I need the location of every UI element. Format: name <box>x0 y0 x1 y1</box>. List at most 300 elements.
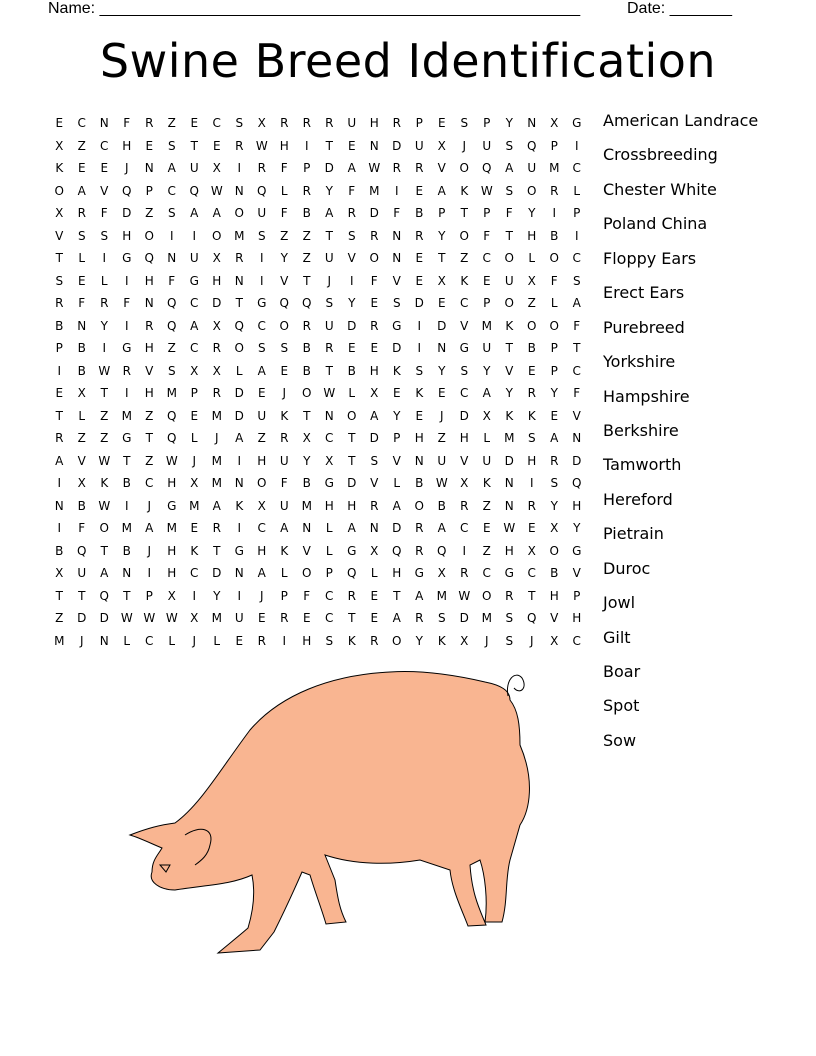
grid-letter: C <box>460 521 469 535</box>
grid-letter: P <box>573 206 581 220</box>
grid-letter: H <box>144 386 154 400</box>
grid-letter: L <box>325 543 333 558</box>
grid-letter: N <box>234 566 244 580</box>
grid-letter: X <box>460 633 469 648</box>
grid-row <box>48 405 588 428</box>
grid-letter: R <box>505 588 514 603</box>
grid-letter: K <box>190 543 199 558</box>
grid-letter: C <box>527 566 536 580</box>
grid-letter: I <box>57 476 62 490</box>
grid-letter: G <box>347 543 357 558</box>
grid-letter: I <box>349 273 354 288</box>
grid-letter: D <box>324 161 334 175</box>
grid-letter: G <box>572 116 582 130</box>
grid-letter: Z <box>145 408 154 423</box>
grid-letter: U <box>482 453 492 468</box>
grid-letter: S <box>505 138 514 153</box>
grid-row <box>48 180 588 203</box>
grid-letter: N <box>302 521 312 535</box>
grid-letter: H <box>144 273 154 288</box>
grid-letter: Y <box>415 633 423 648</box>
grid-letter: U <box>234 611 244 625</box>
grid-letter: Z <box>145 453 154 468</box>
grid-letter: Z <box>167 116 176 130</box>
grid-letter: E <box>527 521 536 535</box>
grid-letter: B <box>550 566 559 580</box>
grid-letter: A <box>325 206 334 220</box>
grid-letter: V <box>100 183 109 198</box>
grid-row <box>48 225 588 248</box>
grid-letter: L <box>123 633 131 648</box>
grid-letter: R <box>460 566 469 580</box>
grid-letter: I <box>124 273 129 288</box>
grid-letter: M <box>166 521 177 535</box>
grid-letter: T <box>505 228 513 243</box>
grid-letter: D <box>99 611 109 625</box>
grid-letter: E <box>437 116 446 130</box>
grid-letter: R <box>325 116 334 130</box>
grid-letter: I <box>237 521 242 535</box>
grid-letter: S <box>325 296 334 310</box>
grid-letter: Q <box>189 183 199 198</box>
grid-letter: B <box>302 341 311 355</box>
grid-letter: Y <box>438 228 446 243</box>
grid-letter: Q <box>257 183 267 198</box>
word-list-item: Berkshire <box>603 420 679 440</box>
word-list-item: Poland China <box>603 214 708 234</box>
grid-letter: B <box>550 228 559 243</box>
grid-letter: A <box>190 318 199 333</box>
grid-letter: R <box>550 453 559 468</box>
grid-letter: X <box>550 633 559 648</box>
grid-letter: A <box>437 183 446 198</box>
grid-letter: S <box>505 183 514 198</box>
grid-row <box>48 157 588 180</box>
grid-letter: R <box>347 588 356 603</box>
grid-letter: K <box>505 318 514 333</box>
grid-letter: V <box>145 363 154 378</box>
word-list-item: Jowl <box>603 593 636 613</box>
grid-letter: H <box>392 566 402 580</box>
grid-letter: I <box>282 633 287 648</box>
grid-letter: Z <box>280 228 289 243</box>
grid-letter: K <box>415 386 424 400</box>
word-list-item: Hampshire <box>603 386 690 406</box>
grid-letter: E <box>280 363 289 378</box>
grid-letter: E <box>437 386 446 400</box>
grid-row <box>48 630 588 653</box>
grid-letter: A <box>55 453 64 468</box>
grid-letter: B <box>437 498 446 513</box>
grid-letter: J <box>282 386 287 400</box>
grid-letter: O <box>527 183 537 198</box>
grid-row <box>48 270 588 293</box>
grid-row <box>48 427 588 450</box>
grid-letter: D <box>234 408 244 423</box>
grid-letter: N <box>77 318 87 333</box>
grid-letter: M <box>481 318 492 333</box>
grid-letter: X <box>550 116 559 130</box>
grid-letter: C <box>145 476 154 490</box>
grid-letter: O <box>414 498 424 513</box>
grid-letter: G <box>572 543 582 558</box>
grid-letter: Q <box>144 251 154 265</box>
grid-letter: E <box>190 116 199 130</box>
grid-letter: H <box>257 543 267 558</box>
grid-letter: Q <box>122 183 132 198</box>
grid-letter: U <box>527 161 537 175</box>
grid-letter: T <box>573 341 581 355</box>
grid-letter: X <box>302 431 311 445</box>
grid-letter: V <box>550 611 559 625</box>
grid-letter: H <box>369 363 379 378</box>
grid-letter: B <box>415 476 424 490</box>
grid-letter: S <box>505 633 514 648</box>
grid-letter: D <box>392 138 402 153</box>
grid-letter: F <box>550 273 558 288</box>
grid-letter: Z <box>302 251 311 265</box>
grid-letter: T <box>505 341 513 355</box>
grid-row <box>48 495 588 518</box>
grid-letter: T <box>325 138 333 153</box>
word-list-item: Yorkshire <box>603 352 676 372</box>
grid-letter: K <box>235 498 244 513</box>
grid-letter: H <box>144 341 154 355</box>
grid-letter: Q <box>392 543 402 558</box>
grid-letter: R <box>212 341 221 355</box>
grid-letter: V <box>460 318 469 333</box>
grid-letter: P <box>303 161 311 175</box>
grid-letter: U <box>324 251 334 265</box>
grid-letter: X <box>325 453 334 468</box>
grid-letter: C <box>100 138 109 153</box>
grid-letter: M <box>504 431 515 445</box>
grid-letter: O <box>234 341 244 355</box>
grid-letter: R <box>122 363 131 378</box>
grid-letter: S <box>370 453 379 468</box>
grid-letter: O <box>234 206 244 220</box>
grid-letter: W <box>165 611 178 625</box>
grid-letter: S <box>505 611 514 625</box>
grid-letter: T <box>325 363 333 378</box>
grid-letter: A <box>550 431 559 445</box>
grid-letter: G <box>122 251 132 265</box>
grid-letter: H <box>279 138 289 153</box>
grid-letter: S <box>550 476 559 490</box>
grid-letter: L <box>168 633 176 648</box>
grid-letter: C <box>257 318 266 333</box>
grid-letter: A <box>167 161 176 175</box>
grid-letter: D <box>77 611 87 625</box>
grid-letter: N <box>369 138 379 153</box>
grid-letter: T <box>100 386 108 400</box>
grid-letter: L <box>280 183 288 198</box>
grid-letter: R <box>302 318 311 333</box>
grid-letter: S <box>572 273 581 288</box>
grid-letter: D <box>392 521 402 535</box>
grid-letter: N <box>572 431 582 445</box>
grid-letter: E <box>145 138 154 153</box>
grid-letter: Y <box>303 453 311 468</box>
grid-letter: O <box>257 476 267 490</box>
grid-letter: E <box>55 116 64 130</box>
grid-letter: X <box>460 476 469 490</box>
grid-letter: A <box>190 206 199 220</box>
grid-letter: C <box>572 251 581 265</box>
grid-letter: G <box>167 498 177 513</box>
grid-letter: X <box>55 566 64 580</box>
grid-letter: U <box>504 273 514 288</box>
page-title: Swine Breed Identification <box>99 34 717 88</box>
grid-letter: W <box>143 611 156 625</box>
grid-letter: X <box>437 566 446 580</box>
grid-letter: V <box>505 363 514 378</box>
grid-letter: E <box>482 521 491 535</box>
grid-letter: N <box>144 161 154 175</box>
grid-letter: A <box>257 566 266 580</box>
grid-letter: I <box>102 341 107 355</box>
word-search-grid <box>48 112 588 652</box>
grid-letter: T <box>348 611 356 625</box>
word-list-item: Purebreed <box>603 317 685 337</box>
grid-letter: H <box>527 228 537 243</box>
grid-letter: R <box>370 633 379 648</box>
grid-letter: M <box>166 386 177 400</box>
grid-letter: B <box>122 476 131 490</box>
grid-letter: X <box>437 273 446 288</box>
grid-letter: O <box>392 633 402 648</box>
grid-letter: I <box>237 588 242 603</box>
grid-letter: E <box>550 408 559 423</box>
grid-letter: P <box>550 138 558 153</box>
grid-letter: B <box>77 363 86 378</box>
grid-letter: V <box>302 543 311 558</box>
grid-letter: K <box>527 408 536 423</box>
grid-letter: T <box>303 273 311 288</box>
grid-letter: E <box>370 296 379 310</box>
grid-letter: O <box>482 588 492 603</box>
grid-letter: O <box>302 386 312 400</box>
grid-letter: C <box>460 386 469 400</box>
grid-letter: F <box>78 521 86 535</box>
grid-letter: I <box>237 453 242 468</box>
grid-letter: L <box>528 251 536 265</box>
grid-letter: R <box>100 296 109 310</box>
grid-letter: G <box>504 566 514 580</box>
grid-letter: M <box>211 476 222 490</box>
grid-letter: W <box>435 476 448 490</box>
grid-letter: S <box>437 611 446 625</box>
grid-letter: Q <box>234 318 244 333</box>
grid-letter: I <box>417 318 422 333</box>
grid-letter: I <box>552 206 557 220</box>
grid-letter: M <box>369 183 380 198</box>
grid-letter: F <box>280 206 288 220</box>
grid-letter: G <box>324 476 334 490</box>
grid-letter: U <box>324 318 334 333</box>
grid-letter: K <box>392 363 401 378</box>
grid-letter: A <box>212 498 221 513</box>
grid-letter: H <box>459 431 469 445</box>
grid-letter: X <box>482 408 491 423</box>
grid-letter: V <box>437 161 446 175</box>
grid-letter: Z <box>167 341 176 355</box>
grid-letter: P <box>325 566 333 580</box>
grid-letter: X <box>212 251 221 265</box>
grid-letter: L <box>348 386 356 400</box>
grid-letter: C <box>167 183 176 198</box>
grid-letter: R <box>392 116 401 130</box>
grid-letter: N <box>234 183 244 198</box>
grid-letter: Y <box>505 116 513 130</box>
grid-letter: U <box>347 116 357 130</box>
grid-letter: B <box>302 363 311 378</box>
grid-letter: U <box>482 341 492 355</box>
grid-letter: J <box>79 633 84 648</box>
grid-letter: A <box>415 588 424 603</box>
grid-letter: T <box>145 431 153 445</box>
grid-letter: A <box>235 431 244 445</box>
grid-letter: Q <box>437 543 447 558</box>
grid-letter: N <box>144 296 154 310</box>
grid-letter: I <box>192 228 197 243</box>
grid-letter: G <box>189 273 199 288</box>
grid-letter: F <box>168 273 176 288</box>
grid-letter: D <box>459 611 469 625</box>
grid-letter: M <box>549 161 560 175</box>
grid-letter: W <box>210 183 223 198</box>
grid-letter: T <box>303 408 311 423</box>
grid-letter: R <box>370 318 379 333</box>
grid-letter: Z <box>100 431 109 445</box>
grid-letter: A <box>347 521 356 535</box>
grid-letter: Q <box>167 408 177 423</box>
grid-letter: O <box>99 521 109 535</box>
word-list-item: Floppy Ears <box>603 248 697 268</box>
grid-letter: O <box>369 251 379 265</box>
grid-letter: P <box>415 116 423 130</box>
grid-letter: M <box>189 498 200 513</box>
grid-letter: Y <box>348 296 356 310</box>
grid-letter: Z <box>145 206 154 220</box>
grid-letter: Z <box>77 138 86 153</box>
grid-letter: A <box>392 498 401 513</box>
grid-letter: U <box>482 138 492 153</box>
grid-letter: A <box>280 521 289 535</box>
grid-letter: C <box>460 296 469 310</box>
grid-letter: Y <box>528 206 536 220</box>
grid-letter: K <box>100 476 109 490</box>
grid-letter: R <box>145 318 154 333</box>
grid-letter: Q <box>167 318 177 333</box>
grid-letter: Q <box>527 611 537 625</box>
grid-letter: P <box>280 588 288 603</box>
grid-letter: L <box>78 408 86 423</box>
grid-letter: X <box>527 273 536 288</box>
grid-letter: Z <box>460 251 469 265</box>
grid-letter: E <box>77 161 86 175</box>
grid-letter: O <box>459 228 469 243</box>
grid-letter: O <box>54 183 64 198</box>
grid-letter: U <box>189 161 199 175</box>
grid-letter: X <box>257 116 266 130</box>
grid-letter: F <box>573 318 581 333</box>
grid-letter: Q <box>347 566 357 580</box>
grid-letter: I <box>417 341 422 355</box>
grid-letter: Z <box>302 228 311 243</box>
grid-letter: D <box>369 431 379 445</box>
grid-letter: L <box>100 273 108 288</box>
grid-letter: Y <box>280 251 288 265</box>
grid-letter: H <box>122 138 132 153</box>
grid-letter: S <box>347 228 356 243</box>
grid-letter: T <box>393 588 401 603</box>
grid-row <box>48 585 588 608</box>
grid-letter: O <box>549 318 559 333</box>
grid-letter: X <box>77 476 86 490</box>
grid-letter: K <box>482 476 491 490</box>
grid-letter: H <box>549 588 559 603</box>
grid-letter: Q <box>482 161 492 175</box>
grid-letter: B <box>77 498 86 513</box>
grid-letter: X <box>370 543 379 558</box>
grid-letter: C <box>482 251 491 265</box>
grid-letter: M <box>121 521 132 535</box>
grid-letter: X <box>257 498 266 513</box>
grid-letter: S <box>280 341 289 355</box>
grid-letter: U <box>279 453 289 468</box>
grid-letter: L <box>483 431 491 445</box>
grid-letter: C <box>77 116 86 130</box>
grid-letter: X <box>167 588 176 603</box>
grid-letter: R <box>280 431 289 445</box>
grid-letter: L <box>393 476 401 490</box>
grid-letter: Z <box>55 611 64 625</box>
grid-letter: N <box>369 521 379 535</box>
grid-letter: S <box>392 296 401 310</box>
grid-letter: W <box>120 611 133 625</box>
grid-row <box>48 202 588 225</box>
grid-letter: Q <box>572 476 582 490</box>
grid-letter: X <box>55 138 64 153</box>
grid-letter: Y <box>213 588 221 603</box>
grid-letter: B <box>302 206 311 220</box>
grid-letter: A <box>392 611 401 625</box>
grid-letter: T <box>100 543 108 558</box>
date-field: Date: _______ <box>627 0 732 17</box>
grid-letter: S <box>257 228 266 243</box>
grid-letter: O <box>549 543 559 558</box>
grid-letter: R <box>550 183 559 198</box>
grid-letter: N <box>234 476 244 490</box>
grid-letter: E <box>527 363 536 378</box>
grid-letter: V <box>370 476 379 490</box>
grid-letter: T <box>235 296 243 310</box>
grid-letter: V <box>347 251 356 265</box>
grid-letter: Y <box>550 386 558 400</box>
grid-letter: V <box>460 453 469 468</box>
word-list-item: Crossbreeding <box>603 145 718 165</box>
grid-letter: M <box>54 633 65 648</box>
grid-letter: G <box>122 431 132 445</box>
grid-letter: W <box>165 453 178 468</box>
grid-letter: G <box>459 341 469 355</box>
grid-letter: E <box>415 408 424 423</box>
grid-letter: H <box>414 431 424 445</box>
grid-letter: F <box>348 183 356 198</box>
grid-letter: Q <box>302 296 312 310</box>
grid-letter: P <box>483 296 491 310</box>
